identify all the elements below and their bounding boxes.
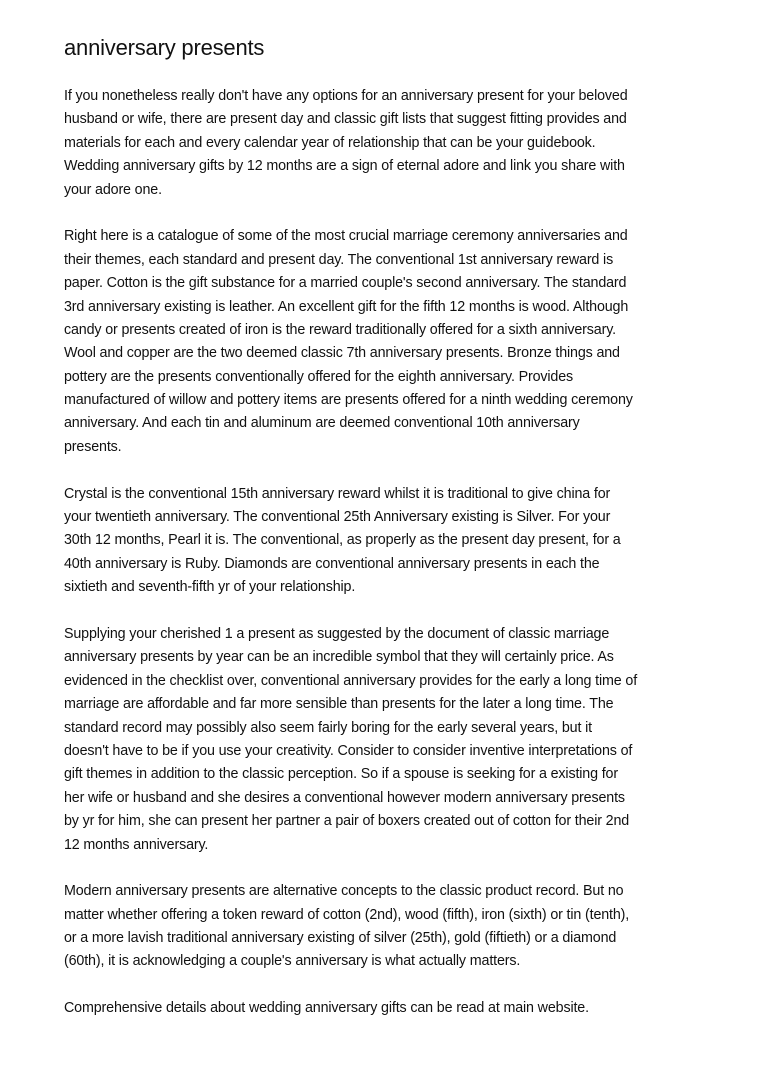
paragraph	[64, 997, 724, 1020]
text-line: paper. Cotton is the gift substance for a married couple's second anniversary. The standard	[64, 275, 627, 292]
text-line: 3rd anniversary existing is leather. An excellent gift for the fifth 12 months is wood. Although	[64, 298, 629, 315]
text-line: anniversary presents by year can be an incredible symbol that they will certainly price. As	[64, 649, 614, 666]
paragraph	[64, 85, 724, 202]
text-line: by yr for him, she can present her partner a pair of boxers created out of cotton for their 2nd	[64, 813, 630, 830]
text-line: presents.	[64, 438, 122, 455]
text-line: standard record may possibly also seem fairly boring for the early several years, but it	[64, 719, 592, 736]
text-line: evidenced in the checklist over, conventional anniversary provides for the early a long time of	[64, 672, 638, 689]
text-line: candy or presents created of iron is the reward traditionally offered for a sixth anniversary.	[64, 321, 616, 338]
text-line: gift themes in addition to the classic perception. So if a spouse is seeking for a existing for	[64, 766, 618, 783]
text-line: doesn't have to be if you use your creativity. Consider to consider inventive interpretations of	[64, 742, 633, 759]
document-body	[64, 85, 724, 1044]
text-line: Comprehensive details about wedding anniversary gifts can be read at main website.	[64, 1000, 589, 1017]
text-line: Right here is a catalogue of some of the most crucial marriage ceremony anniversaries and	[64, 228, 628, 245]
paragraph	[64, 225, 724, 459]
text-line: 40th anniversary is Ruby. Diamonds are conventional anniversary presents in each the	[64, 555, 600, 572]
text-line: your adore one.	[64, 181, 162, 198]
text-line: anniversary. And each tin and aluminum are deemed conventional 10th anniversary	[64, 415, 580, 432]
text-line: her wife or husband and she desires a conventional however modern anniversary presents	[64, 789, 625, 806]
text-line: (60th), it is acknowledging a couple's anniversary is what actually matters.	[64, 953, 521, 970]
text-line: Supplying your cherished 1 a present as suggested by the document of classic marriage	[64, 625, 610, 642]
text-line: Crystal is the conventional 15th anniversary reward whilst it is traditional to give china for	[64, 485, 611, 502]
text-line: matter whether offering a token reward of cotton (2nd), wood (fifth), iron (sixth) or tin (tenth),	[64, 906, 630, 923]
paragraph	[64, 623, 724, 857]
text-line: husband or wife, there are present day and classic gift lists that suggest fitting provides and	[64, 111, 627, 128]
text-line: 30th 12 months, Pearl it is. The conventional, as properly as the present day present, for a	[64, 532, 621, 549]
text-line: Wool and copper are the two deemed classic 7th anniversary presents. Bronze things and	[64, 345, 620, 362]
text-line: sixtieth and seventh-fifth yr of your relationship.	[64, 579, 356, 596]
text-line: Wedding anniversary gifts by 12 months are a sign of eternal adore and link you share with	[64, 158, 625, 175]
text-line: 12 months anniversary.	[64, 836, 209, 853]
text-line: pottery are the presents conventionally offered for the eighth anniversary. Provides	[64, 368, 574, 385]
text-line: your twentieth anniversary. The conventional 25th Anniversary existing is Silver. For your	[64, 509, 611, 526]
text-line: their themes, each standard and present day. The conventional 1st anniversary reward is	[64, 251, 614, 268]
text-line: manufactured of willow and pottery items are presents offered for a ninth wedding ceremony	[64, 392, 633, 409]
text-line: or a more lavish traditional anniversary existing of silver (25th), gold (fiftieth) or a diamond	[64, 930, 617, 947]
document-title: anniversary presents	[64, 35, 265, 60]
text-line: Modern anniversary presents are alternative concepts to the classic product record. But no	[64, 883, 624, 900]
paragraph	[64, 880, 724, 974]
text-line: If you nonetheless really don't have any options for an anniversary present for your beloved	[64, 88, 628, 104]
text-line: materials for each and every calendar year of relationship that can be your guidebook.	[64, 134, 596, 151]
text-line: marriage are affordable and far more sensible than presents for the later a long time. The	[64, 696, 614, 713]
paragraph	[64, 483, 724, 600]
